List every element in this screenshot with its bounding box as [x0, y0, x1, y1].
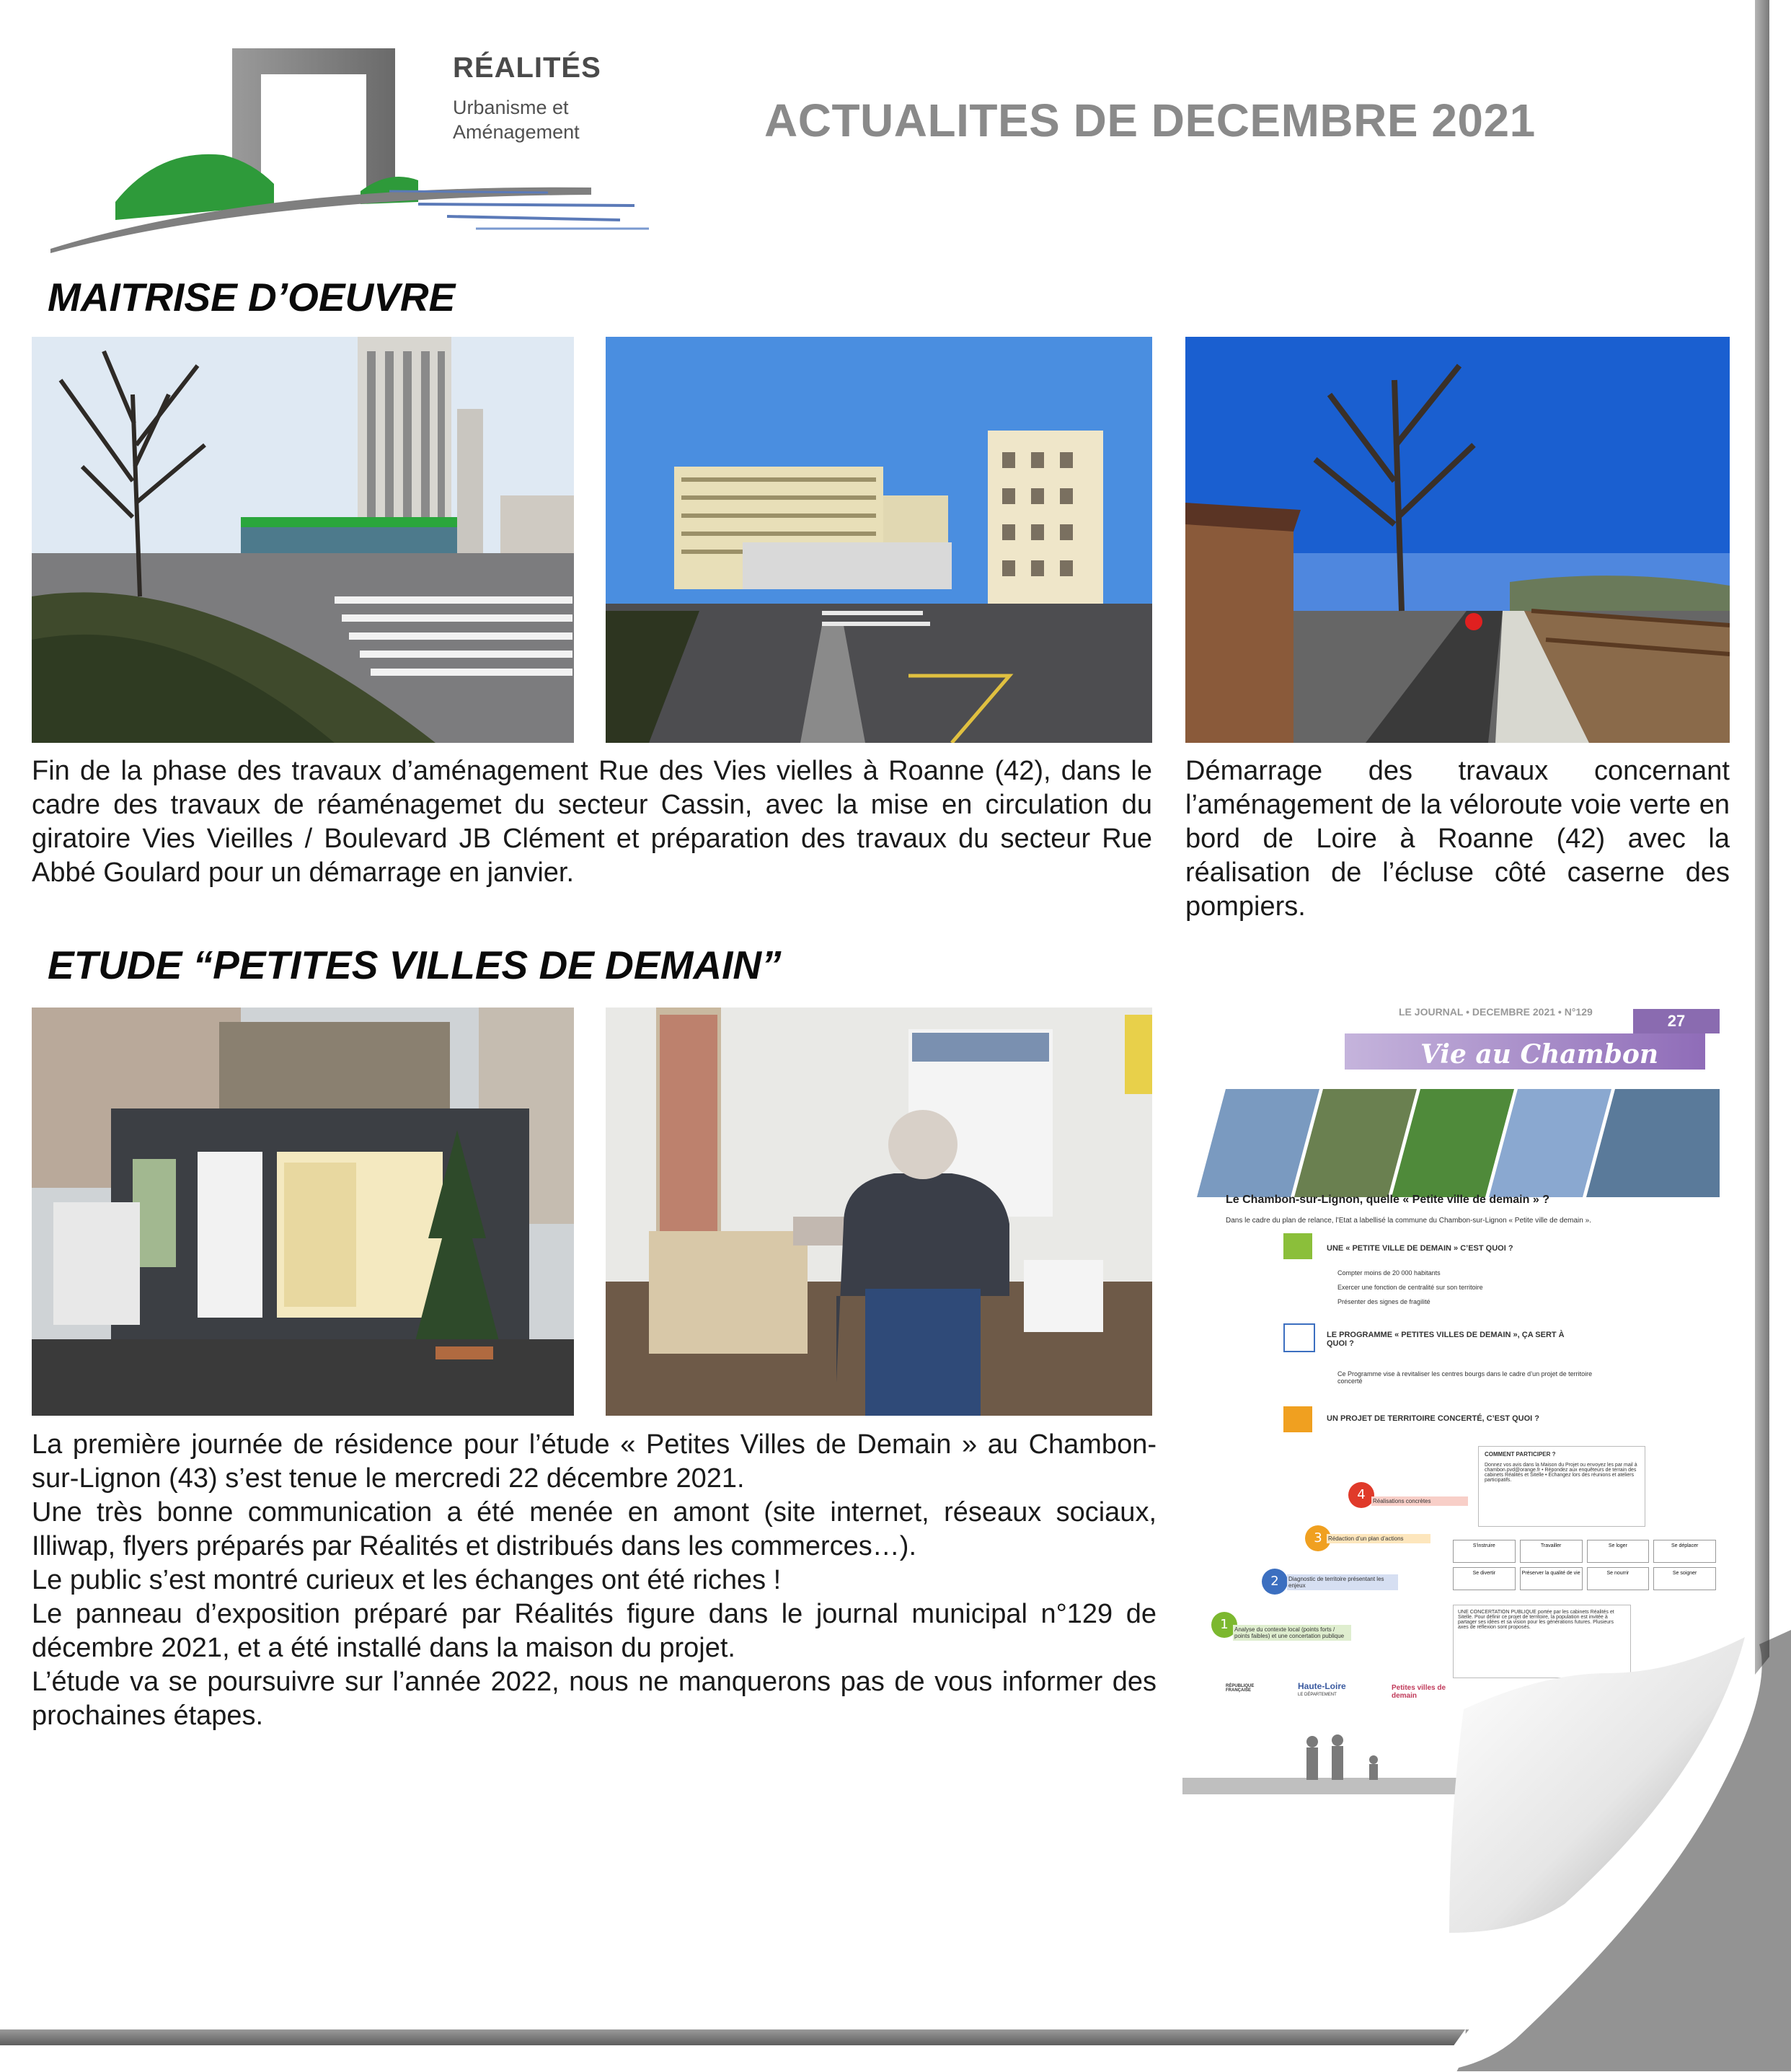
- theme-cell: Se soigner: [1653, 1567, 1716, 1590]
- photo-rue-vies-vieilles: [606, 337, 1152, 743]
- theme-cell: Se déplacer: [1653, 1540, 1716, 1563]
- theme-cell: Travailler: [1520, 1540, 1583, 1563]
- step-2-badge: 2: [1262, 1569, 1288, 1595]
- page-title: ACTUALITES DE DECEMBRE 2021: [764, 94, 1536, 146]
- participer-title: COMMENT PARTICIPER ?: [1485, 1451, 1556, 1458]
- photo-veloroute: [1185, 337, 1730, 743]
- chart-icon: [1283, 1323, 1315, 1352]
- theme-cell: Préserver la qualité de vie: [1520, 1567, 1583, 1590]
- text-giratoire-body: Fin de la phase des travaux d’aménagement Rue des Vies vielles à Roanne (42), dans le cadre des travaux de réaménagemet du secteur Cassin, avec la mise en circulation du giratoire Vies Vieilles / Boulevard JB Clément et préparation des travaux du secteur Rue Abbé Goulard pour un démarrage en janvier.: [32, 756, 1152, 888]
- logo-subtitle: Urbanisme et Aménagement: [453, 97, 580, 143]
- themes-grid: [1453, 1540, 1716, 1590]
- journal-q1: UNE « PETITE VILLE DE DEMAIN » C’EST QUOI ?: [1327, 1244, 1513, 1253]
- step-3-badge: 3: [1305, 1525, 1331, 1551]
- text-petites-villes-p1: La première journée de résidence pour l’étude « Petites Villes de Demain » au Chambon-sur-Lignon (43) s’est tenue le mercredi 22 décembre 2021.: [32, 1429, 1157, 1494]
- journal-intro: Dans le cadre du plan de relance, l’Etat a labellisé la commune du Chambon-sur-Lignon « Petite ville de demain ».: [1226, 1217, 1591, 1225]
- journal-q1-item3: Présenter des signes de fragilité: [1337, 1298, 1430, 1305]
- text-petites-villes: [32, 1428, 1157, 1733]
- participer-box: [1478, 1446, 1645, 1527]
- text-petites-villes-p3: Le public s’est montré curieux et les échanges ont été riches !: [32, 1565, 782, 1595]
- journal-q2: LE PROGRAMME « PETITES VILLES DE DEMAIN », ÇA SERT À QUOI ?: [1327, 1331, 1565, 1348]
- logo-republique: RÉPUBLIQUE FRANÇAISE: [1226, 1684, 1255, 1693]
- logo-haute-loire: Haute-Loire: [1298, 1681, 1346, 1691]
- photo-interieur: [606, 1008, 1152, 1416]
- text-veloroute: [1185, 754, 1730, 924]
- participer-text: Donnez vos avis dans la Maison du Projet ou envoyez les par mail à chambon.pvd@orange.fr • Répondez aux enquêteurs de terrain des cabinets Réalités et Sitelle • Échangez lors des réunions et ateliers participatifs.: [1485, 1463, 1637, 1483]
- text-petites-villes-p5: L’étude va se poursuivre sur l’année 2022, nous ne manquerons pas de vous informer des prochaines étapes.: [32, 1667, 1157, 1731]
- journal-band-title: Vie au Chambon: [1420, 1039, 1659, 1070]
- journal-photo-strip: [1197, 1089, 1720, 1197]
- text-petites-villes-p2: Une très bonne communication a été menée en amont (site internet, réseaux sociaux, Illiwap, flyers préparés par Réalités et distribués dans les commerces…).: [32, 1497, 1157, 1561]
- concertation-text: UNE CONCERTATION PUBLIQUE portée par les cabinets Réalités et Sitelle. Pour définir ce projet de territoire, la population est invitée à partager ses idées et sa vision pour les générations futures. Plusieurs axes de réflexion sont proposés.: [1458, 1610, 1614, 1630]
- step-3-label: Rédaction d’un plan d’actions: [1327, 1534, 1430, 1543]
- journal-q3: UN PROJET DE TERRITOIRE CONCERTÉ, C’EST QUOI ?: [1327, 1414, 1539, 1423]
- journal-heading: Le Chambon-sur-Lignon, quelle « Petite ville de demain » ?: [1226, 1194, 1549, 1206]
- step-1-badge: 1: [1211, 1612, 1237, 1638]
- step-4-badge: 4: [1348, 1482, 1374, 1508]
- logo-haute-loire-sub: LE DÉPARTEMENT: [1298, 1693, 1337, 1697]
- step-4-label: Réalisations concrètes: [1371, 1496, 1468, 1506]
- section-title-maitrise: MAITRISE D’OEUVRE: [48, 275, 456, 319]
- house-icon: [1283, 1233, 1312, 1259]
- journal-q1-item1: Compter moins de 20 000 habitants: [1337, 1269, 1441, 1277]
- theme-cell: Se loger: [1587, 1540, 1650, 1563]
- journal-page-number: 27: [1633, 1009, 1720, 1033]
- text-veloroute-body: Démarrage des travaux concernant l’aménagement de la véloroute voie verte en bord de Loire à Roanne (42) avec la réalisation de l’écluse côté caserne des pompiers.: [1185, 756, 1730, 922]
- journal-q2-item: Ce Programme vise à revitaliser les centres bourgs dans le cadre d’un projet de territoire concerté: [1337, 1370, 1593, 1385]
- project-icon: [1283, 1406, 1312, 1432]
- theme-cell: Se divertir: [1453, 1567, 1516, 1590]
- step-1-label: Analyse du contexte local (points forts / points faibles) et une concertation publique: [1233, 1625, 1351, 1641]
- theme-cell: Se nourrir: [1587, 1567, 1650, 1590]
- page-curl: [1435, 1630, 1791, 2072]
- page-shadow-bottom: [0, 2029, 1586, 2045]
- photo-maison-du-projet: [32, 1008, 574, 1416]
- text-giratoire: [32, 754, 1152, 890]
- logo-title: RÉALITÉS: [453, 52, 601, 84]
- theme-cell: S'instruire: [1453, 1540, 1516, 1563]
- journal-header: LE JOURNAL • DECEMBRE 2021 • N°129: [1399, 1006, 1593, 1018]
- photo-giratoire: [32, 337, 574, 743]
- text-petites-villes-p4: Le panneau d’exposition préparé par Réalités figure dans le journal municipal n°129 de décembre 2021, et a été installé dans la maison du projet.: [32, 1599, 1157, 1663]
- section-title-petites-villes: ETUDE “PETITES VILLES DE DEMAIN”: [48, 943, 782, 987]
- step-2-label: Diagnostic de territoire présentant les enjeux: [1287, 1574, 1398, 1590]
- journal-q1-item2: Exercer une fonction de centralité sur son territoire: [1337, 1284, 1483, 1291]
- logo-petites-villes: Petites villes de demain: [1392, 1684, 1446, 1700]
